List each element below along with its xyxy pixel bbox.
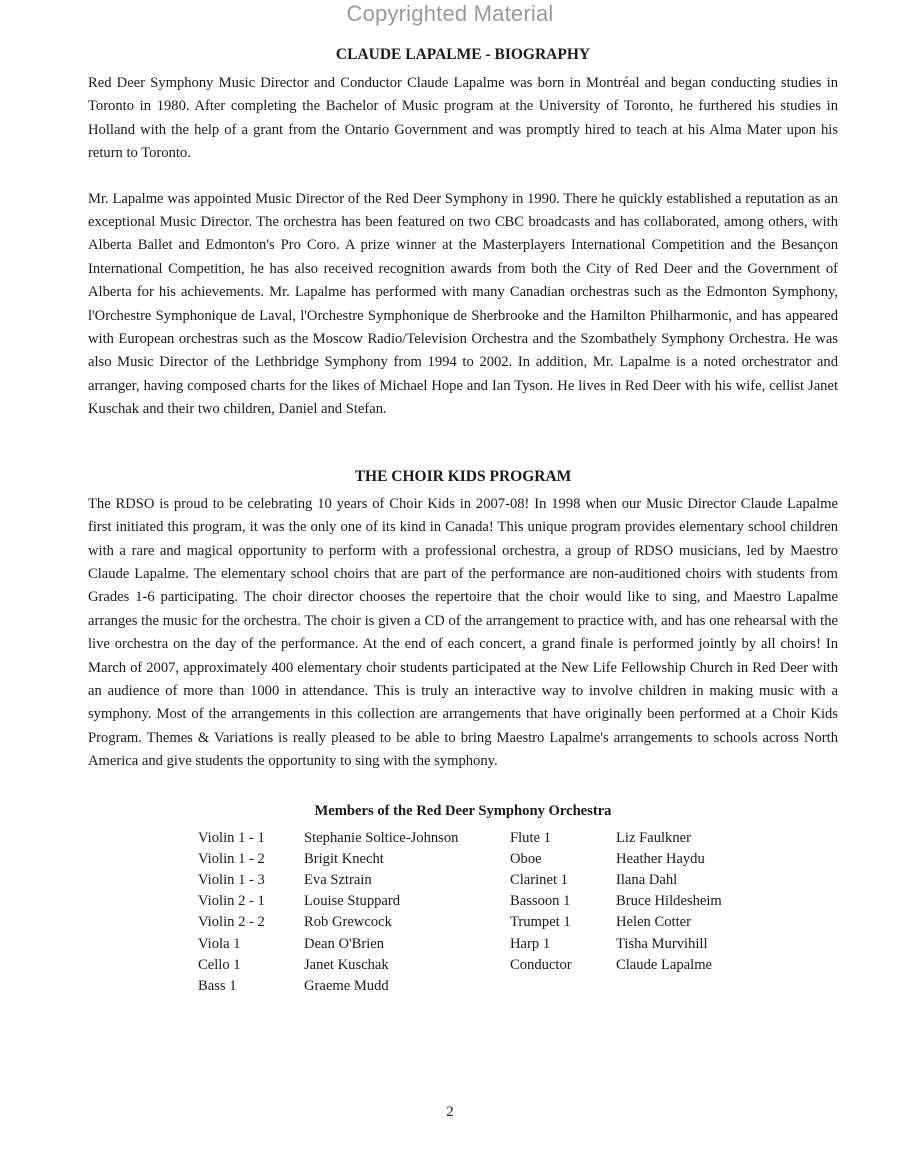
member-name: Rob Grewcock (304, 914, 392, 931)
left-name-column (304, 828, 458, 998)
instrument-label: Bass 1 (198, 977, 237, 994)
member-name: Heather Haydu (616, 850, 705, 867)
member-name: Bruce Hildesheim (616, 893, 722, 910)
member-name: Eva Sztrain (304, 871, 372, 888)
left-instrument-column (198, 828, 265, 998)
instrument-label: Harp 1 (510, 935, 551, 952)
member-name: Janet Kuschak (304, 956, 389, 973)
document-page (88, 44, 838, 998)
right-name-column (616, 828, 722, 976)
instrument-label: Flute 1 (510, 829, 551, 846)
member-name: Brigit Knecht (304, 850, 384, 867)
instrument-label: Cello 1 (198, 956, 241, 973)
member-name: Dean O'Brien (304, 935, 385, 952)
instrument-label: Clarinet 1 (510, 871, 568, 888)
biography-paragraph-2: Mr. Lapalme was appointed Music Director of the Red Deer Symphony in 1990. There he quickly established a reputation as an exceptional Music Director. The orchestra has been featured on two CBC broadcasts and has collaborated, among others, with Alberta Ballet and Edmonton's Pro Coro. A prize winner at the Masterplayers International Competition and the Besançon International Competition, he has also received recognition awards from both the City of Red Deer and the Government of Alberta for his achievements. Mr. Lapalme has performed with many Canadian orchestras such as the Edmonton Symphony, l'Orchestre Symphonique de Laval, l'Orchestre Symphonique de Sherbrooke and the Hamilton Philharmonic, and has appeared with European orchestras such as the Moscow Radio/Television Orchestra and the Szombathely Symphony Orchestra. He was also Music Director of the Lethbridge Symphony from 1994 to 2002. In addition, Mr. Lapalme is a noted orchestrator and arranger, having composed charts for the likes of Michael Hope and Ian Tyson. He lives in Red Deer with his wife, cellist Janet Kuschak and their two children, Daniel and Stefan. (88, 190, 838, 418)
right-instrument-column (510, 828, 572, 976)
member-name: Helen Cotter (616, 914, 691, 931)
instrument-label: Violin 1 - 2 (198, 850, 265, 867)
instrument-label: Viola 1 (198, 935, 241, 952)
instrument-label: Oboe (510, 850, 542, 867)
biography-heading: CLAUDE LAPALME - BIOGRAPHY (335, 46, 591, 63)
member-name: Liz Faulkner (616, 829, 691, 846)
member-name: Louise Stuppard (304, 893, 401, 910)
members-roster (198, 828, 838, 998)
member-name: Ilana Dahl (616, 871, 678, 888)
members-heading: Members of the Red Deer Symphony Orchestra (314, 802, 612, 819)
member-name: Graeme Mudd (304, 977, 389, 994)
instrument-label: Violin 2 - 2 (198, 914, 265, 931)
page-number: 2 (446, 1104, 454, 1120)
choir-kids-paragraph: The RDSO is proud to be celebrating 10 years of Choir Kids in 2007-08! In 1998 when our Music Director Claude Lapalme first initiated this program, it was the only one of its kind in Canada! This unique program provides elementary school children with a rare and magical opportunity to perform with a professional orchestra, a group of RDSO musicians, led by Maestro Claude Lapalme. The elementary school choirs that are part of the performance are non-auditioned choirs with students from Grades 1-6 participating. The choir director chooses the repertoire that the choir would like to sing, and Maestro Lapalme arranges the music for the orchestra. The choir is given a CD of the arrangement to practice with, and has one rehearsal with the live orchestra on the day of the performance. At the end of each concert, a grand finale is performed jointly by all choirs! In March of 2007, approximately 400 elementary choir students participated at the New Life Fellowship Church in Red Deer with an audience of more than 1000 in attendance. This is truly an interactive way to involve children in making music with a symphony. Most of the arrangements in this collection are arrangements that have originally been performed at a Choir Kids Program. Themes & Variations is really pleased to be able to bring Maestro Lapalme's arrangements to schools across North America and give students the opportunity to sing with the symphony. (88, 495, 838, 770)
instrument-label: Violin 1 - 3 (198, 871, 265, 888)
instrument-label: Bassoon 1 (510, 893, 571, 910)
member-name: Claude Lapalme (616, 956, 713, 973)
member-name: Tisha Murvihill (616, 935, 708, 952)
choir-kids-heading: THE CHOIR KIDS PROGRAM (354, 467, 572, 485)
instrument-label: Trumpet 1 (510, 914, 571, 931)
instrument-label: Violin 1 - 1 (198, 829, 265, 846)
member-name: Stephanie Soltice-Johnson (304, 829, 459, 846)
instrument-label: Conductor (510, 956, 572, 973)
instrument-label: Violin 2 - 1 (198, 893, 265, 910)
biography-paragraph-1: Red Deer Symphony Music Director and Conductor Claude Lapalme was born in Montréal and began conducting studies in Toronto in 1980. After completing the Bachelor of Music program at the University of Toronto, he furthered his studies in Holland with the help of a grant from the Ontario Government and was promptly hired to teach at his Alma Mater upon his return to Toronto. (88, 75, 838, 162)
copyright-watermark: Copyrighted Material (346, 1, 554, 26)
